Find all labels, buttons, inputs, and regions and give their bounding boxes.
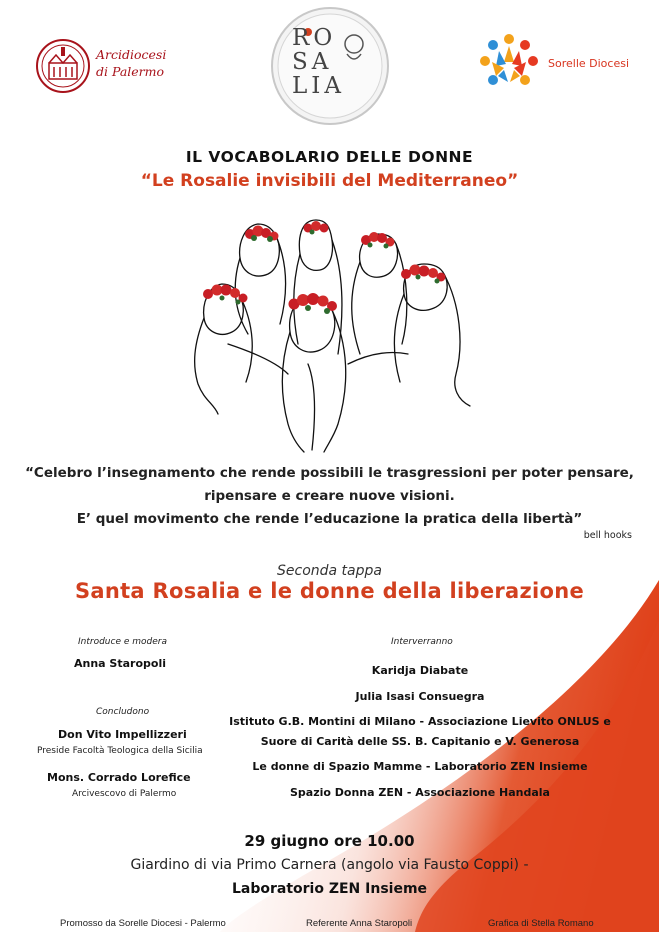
- flower-crown-6: [289, 293, 338, 314]
- speaker-name: Mons. Corrado Lorefice: [47, 771, 191, 784]
- speaker-role: Arcivescovo di Palermo: [72, 789, 177, 799]
- intervention-item: Istituto G.B. Montini di Milano - Associazione Lievito ONLUS e: [229, 715, 611, 728]
- quote-line-3: E’ quel movimento che rende l’educazione la pratica della libertà”: [76, 511, 583, 527]
- intervention-item: Julia Isasi Consuegra: [355, 690, 485, 703]
- arcidiocesi-name: Arcidiocesi: [96, 47, 167, 62]
- speaker-name: Don Vito Impellizzeri: [58, 728, 187, 741]
- quote-line-2: ripensare e creare nuove visioni.: [204, 488, 455, 504]
- sorelle-diocesi-logo-text: Sorelle Diocesi: [548, 57, 629, 70]
- women-flower-crowns-illustration: [188, 214, 478, 454]
- conclusion-label: Concludono: [96, 707, 150, 717]
- event-venue: Laboratorio ZEN Insieme: [231, 881, 428, 897]
- event-kicker: Seconda tappa: [277, 563, 382, 579]
- rosalia-logo-line-3: LIA: [292, 73, 345, 99]
- intervention-item: Karidja Diabate: [371, 664, 469, 677]
- moderator-name: Anna Staropoli: [74, 657, 166, 670]
- speaker-role: Preside Facoltà Teologica della Sicilia: [37, 746, 203, 756]
- footer-contact: Referente Anna Staropoli: [306, 918, 413, 929]
- event-title: Santa Rosalia e le donne della liberazione: [74, 579, 585, 603]
- moderator-label: Introduce e modera: [78, 637, 167, 647]
- rosalia-medallion-logo: [270, 6, 390, 126]
- footer-graphics: Grafica di Stella Romano: [488, 918, 594, 929]
- rosalia-logo-line-1: RO: [292, 25, 337, 51]
- flower-crown-3: [361, 232, 395, 249]
- sorelle-diocesi-logo: [474, 32, 544, 94]
- quote-line-1: “Celebro l’insegnamento che rende possibili le trasgressioni per poter pensare,: [25, 465, 634, 481]
- arcidiocesi-logo-text: [96, 46, 166, 80]
- series-title: IL VOCABOLARIO DELLE DONNE: [185, 148, 474, 166]
- interventions-label: Interverranno: [391, 637, 453, 647]
- rosalia-logo-line-2: SA: [292, 49, 333, 75]
- footer-promoted: Promosso da Sorelle Diocesi - Palermo: [60, 918, 226, 929]
- intervention-item: Le donne di Spazio Mamme - Laboratorio ZEN Insieme: [252, 760, 588, 773]
- quote-author: bell hooks: [583, 530, 632, 541]
- series-subtitle: “Le Rosalie invisibili del Mediterraneo”: [140, 171, 519, 191]
- flower-crown-5: [203, 285, 248, 305]
- event-date: 29 giugno ore 10.00: [244, 832, 415, 850]
- intervention-item: Spazio Donna ZEN - Associazione Handala: [290, 786, 550, 799]
- intervention-item: Suore di Carità delle SS. B. Capitanio e V. Generosa: [260, 735, 580, 748]
- arcidiocesi-city: di Palermo: [96, 64, 165, 79]
- event-place: Giardino di via Primo Carnera (angolo via Fausto Coppi) -: [130, 857, 529, 873]
